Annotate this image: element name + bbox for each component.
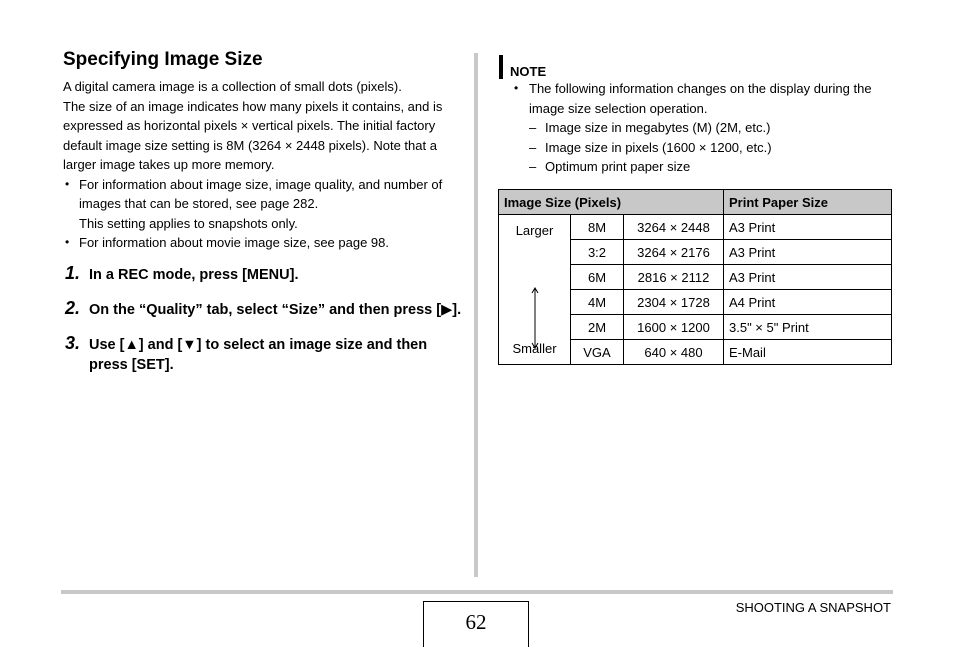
size-code-cell: 2M [571, 315, 624, 340]
bullet-subtext: This setting applies to snapshots only. [79, 215, 298, 231]
paper-size-cell: A3 Print [724, 265, 892, 290]
bullet-text: For information about image size, image quality, and number of images that can be stored, see page 282. [79, 176, 443, 211]
section-name: SHOOTING A SNAPSHOT [735, 600, 891, 615]
list-item: • The following information changes on the display during the image size selection operation. [499, 79, 891, 118]
image-size-table [498, 189, 892, 365]
step-text: Use [▲] and [▼] to select an image size and then press [SET]. [89, 337, 428, 373]
list-item [63, 175, 463, 234]
note-bullet-list [499, 79, 891, 118]
scale-larger-label: Larger [515, 222, 554, 238]
step-item [63, 265, 463, 285]
list-item [63, 233, 463, 253]
paper-size-cell: A3 Print [724, 215, 892, 240]
pixels-cell: 3264 × 2176 [624, 240, 724, 265]
list-item: – Optimum print paper size [499, 157, 891, 177]
steps-list [63, 265, 463, 390]
paper-size-cell: E-Mail [724, 340, 892, 365]
note-body [499, 79, 891, 177]
step-text: On the “Quality” tab, select “Size” and then press [▶]. [89, 302, 462, 318]
step-item [63, 300, 463, 320]
step-number: 2. [65, 298, 81, 318]
step-number: 1. [65, 263, 81, 283]
list-item: – Image size in pixels (1600 × 1200, etc.) [499, 138, 891, 158]
table-header-row [499, 190, 892, 215]
size-code-cell: 6M [571, 265, 624, 290]
pixels-cell: 2304 × 1728 [624, 290, 724, 315]
size-code-cell: 4M [571, 290, 624, 315]
step-number: 3. [65, 333, 81, 353]
size-code-cell: 8M [571, 215, 624, 240]
size-code-cell: VGA [571, 340, 624, 365]
intro-paragraph: The size of an image indicates how many pixels it contains, and is expressed as horizontal pixels × vertical pixels. The initial factory default image size setting is 8M (3264 × 2448 pixels). Note that a larger image takes up more memory. [63, 98, 443, 172]
intro-bullet-list [63, 175, 463, 253]
size-scale-cell [499, 215, 571, 365]
step-item [63, 335, 463, 375]
note-dash-list [499, 118, 891, 177]
footer-divider [61, 590, 893, 594]
note-label: NOTE [510, 64, 547, 79]
paper-size-cell: 3.5" × 5" Print [724, 315, 892, 340]
column-divider [474, 53, 478, 577]
intro-section [63, 77, 463, 253]
note-marker [499, 55, 503, 79]
pixels-cell: 1600 × 1200 [624, 315, 724, 340]
header-image-size: Image Size (Pixels) [499, 190, 724, 215]
pixels-cell: 640 × 480 [624, 340, 724, 365]
list-item: – Image size in megabytes (M) (2M, etc.) [499, 118, 891, 138]
bullet-text: For information about movie image size, see page 98. [79, 235, 390, 250]
scale-smaller-label: Smaller [512, 340, 557, 356]
page-title: Specifying Image Size [63, 49, 263, 70]
size-code-cell: 3:2 [571, 240, 624, 265]
table-row [499, 215, 892, 240]
paper-size-cell: A4 Print [724, 290, 892, 315]
intro-paragraph: A digital camera image is a collection of small dots (pixels). [63, 79, 402, 94]
step-text: In a REC mode, press [MENU]. [89, 267, 299, 283]
header-print-paper-size: Print Paper Size [724, 190, 892, 215]
page-number: 62 [423, 601, 529, 647]
double-arrow-icon [529, 287, 541, 349]
paper-size-cell: A3 Print [724, 240, 892, 265]
pixels-cell: 2816 × 2112 [624, 265, 724, 290]
pixels-cell: 3264 × 2448 [624, 215, 724, 240]
